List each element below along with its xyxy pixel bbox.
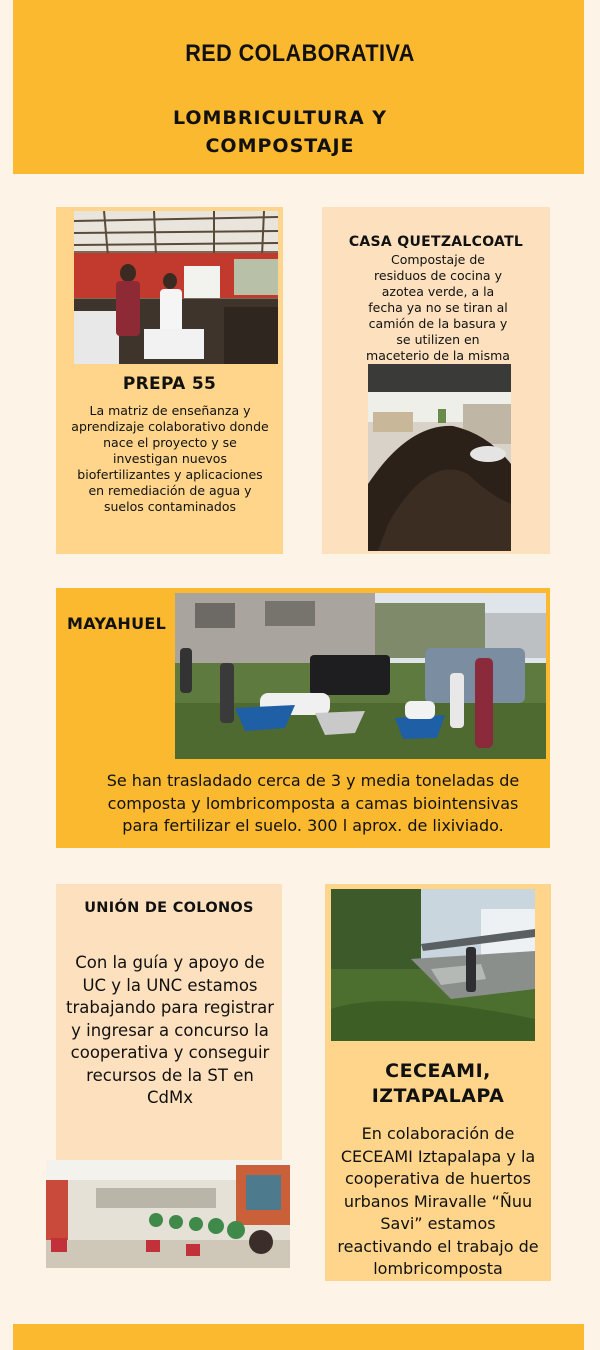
mayahuel-title: MAYAHUEL (67, 614, 167, 633)
union-photo (46, 1160, 290, 1268)
ceceami-photo (331, 889, 535, 1041)
casa-photo (368, 364, 511, 551)
prepa-text: La matriz de enseñanza y aprendizaje colaborativo donde nace el proyecto y se investigan nuevos biofertilizantes y aplicaciones en remediación de agua y suelos contaminados (71, 403, 269, 514)
mayahuel-text: Se han trasladado cerca de 3 y media toneladas de composta y lombricomposta a camas biointensivas para fertilizar el suelo. 300 l aprox. de lixiviado. (106, 771, 520, 835)
mayahuel-photo (175, 593, 546, 759)
union-text: Con la guía y apoyo de UC y la UNC estamos trabajando para registrar y ingresar a concurso la cooperativa y conseguir recursos de la ST en CdMx (66, 953, 275, 1107)
union-title: UNIÓN DE COLONOS (84, 900, 254, 916)
casa-title: CASA QUETZALCOATL (348, 234, 524, 250)
ceceami-title (325, 1059, 551, 1109)
ceceami-text: En colaboración de CECEAMI Iztapalapa y la cooperativa de huertos urbanos Miravalle “Ñuu Savi” estamos reactivando el trabajo de lombricomposta (337, 1124, 539, 1278)
page-title: RED COLABORATIVA (185, 40, 415, 67)
ceceami-title-line-1: CECEAMI, (385, 1060, 491, 1082)
prepa-photo (74, 211, 278, 364)
ceceami-title-line-2: IZTAPALAPA (371, 1085, 505, 1107)
prepa-title: PREPA 55 (122, 374, 217, 394)
page-subtitle (0, 104, 560, 160)
subtitle-line-2: COMPOSTAJE (205, 135, 355, 157)
subtitle-line-1: LOMBRICULTURA Y (172, 107, 388, 129)
footer-banner (13, 1324, 584, 1350)
casa-text: Compostaje de residuos de cocina y azotea verde, a la fecha ya no se tiran al camión de la basura y se utilizen en maceterio de la misma (366, 252, 510, 363)
